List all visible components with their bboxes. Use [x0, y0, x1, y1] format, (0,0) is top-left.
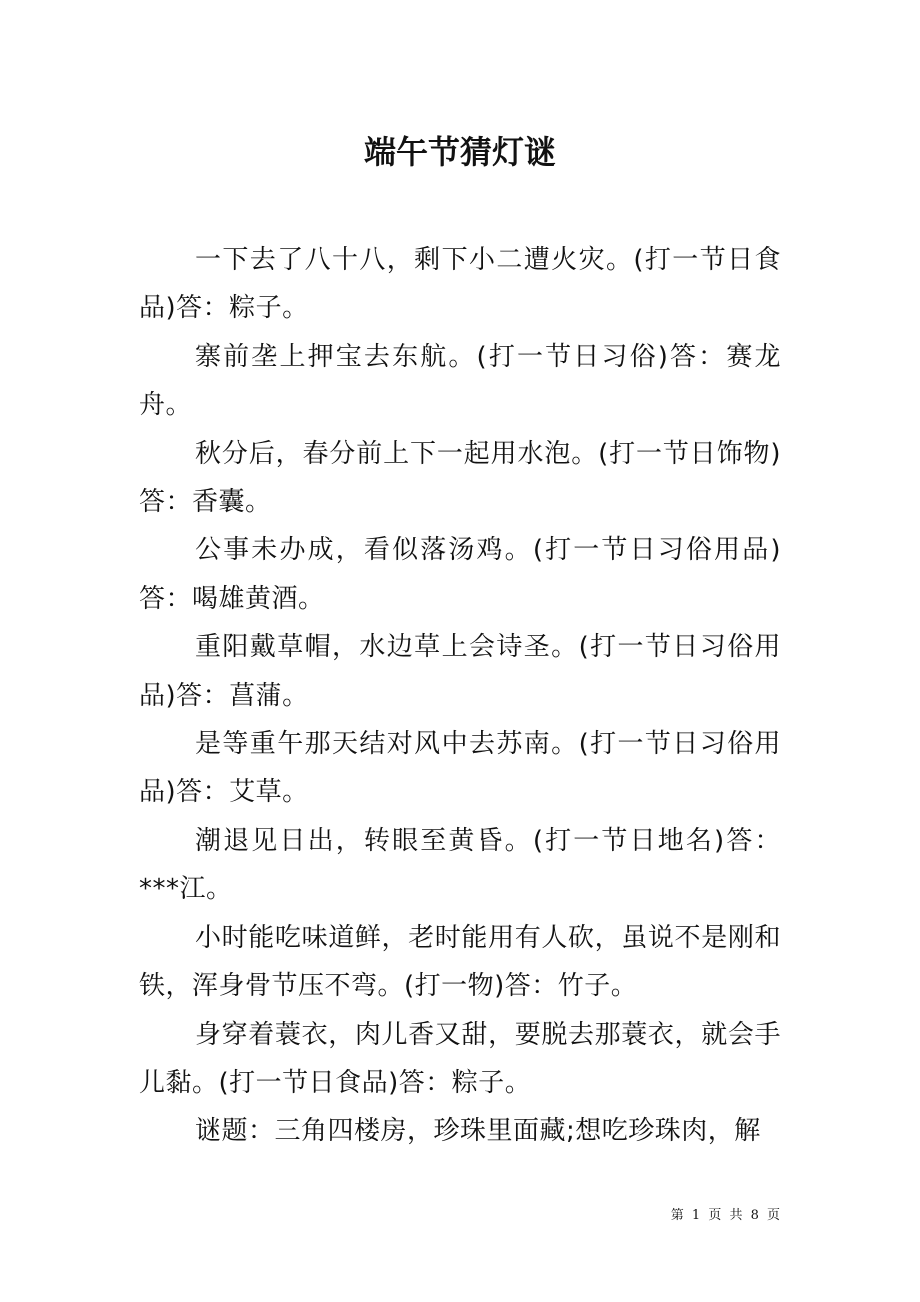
riddle-paragraph: 重阳戴草帽，水边草上会诗圣。(打一节日习俗用品)答：菖蒲。 — [139, 632, 781, 711]
riddle-paragraph: 潮退见日出，转眼至黄昏。(打一节日地名)答：***江。 — [139, 825, 781, 905]
riddle-paragraph: 秋分后，春分前上下一起用水泡。(打一节日饰物)答：香囊。 — [139, 438, 781, 518]
riddle-paragraph: 是等重午那天结对风中去苏南。(打一节日习俗用品)答：艾草。 — [139, 729, 781, 808]
page-number-footer: 第 1 页 共 8 页 — [670, 1208, 780, 1223]
riddle-paragraph: 身穿着蓑衣，肉儿香又甜，要脱去那蓑衣，就会手儿黏。(打一节日食品)答：粽子。 — [139, 1019, 781, 1098]
riddle-paragraph: 小时能吃味道鲜，老时能用有人砍，虽说不是刚和铁，浑身骨节压不弯。(打一物)答：竹子。 — [139, 922, 781, 1002]
riddle-paragraph: 公事未办成，看似落汤鸡。(打一节日习俗用品)答：喝雄黄酒。 — [139, 535, 781, 614]
riddle-paragraph: 谜题：三角四楼房，珍珠里面藏;想吃珍珠肉，解 — [195, 1116, 761, 1147]
riddle-paragraph: 一下去了八十八，剩下小二遭火灾。(打一节日食品)答：粽子。 — [139, 245, 781, 324]
riddle-paragraph: 寨前垄上押宝去东航。(打一节日习俗)答：赛龙舟。 — [139, 341, 781, 421]
document-title: 端午节猜灯谜 — [363, 133, 556, 171]
document-body — [139, 236, 781, 1156]
